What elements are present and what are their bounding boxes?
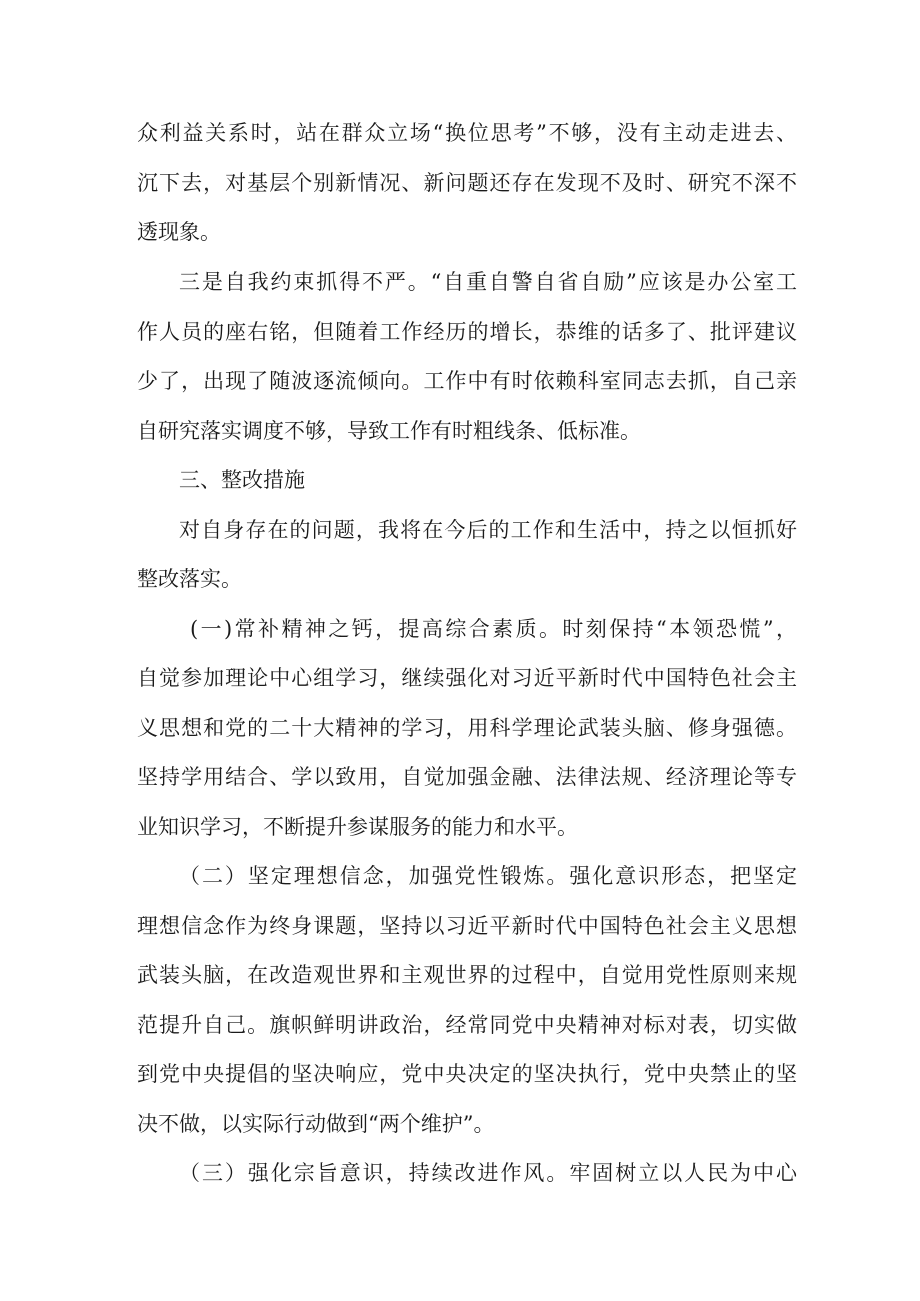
text-line: 义思想和党的二十大精神的学习，用科学理论武装头脑、修身强德。 (137, 716, 797, 740)
text-line: 众利益关系时，站在群众立场“换位思考”不够，没有主动走进去、 (137, 121, 797, 145)
text-line: 自研究落实调度不够，导致工作有时粗线条、低标准。 (137, 419, 641, 443)
text-line: 透现象。 (137, 220, 221, 244)
text-line: （二）坚定理想信念，加强党性锻炼。强化意识形态，把坚定 (179, 864, 797, 888)
text-line: 自觉参加理论中心组学习，继续强化对习近平新时代中国特色社会主 (137, 666, 797, 690)
section-heading: 三、整改措施 (179, 468, 305, 492)
text-line: 决不做，以实际行动做到“两个维护”。 (137, 1112, 495, 1136)
text-line: 范提升自己。旗帜鲜明讲政治，经常同党中央精神对标对表，切实做 (137, 1013, 797, 1037)
text-line: 业知识学习，不断提升参谋服务的能力和水平。 (137, 815, 578, 839)
text-line: 坚持学用结合、学以致用，自觉加强金融、法律法规、经济理论等专 (137, 765, 797, 789)
text-line: 少了，出现了随波逐流倾向。工作中有时依赖科室同志去抓，自己亲 (137, 369, 797, 393)
text-line: 理想信念作为终身课题，坚持以习近平新时代中国特色社会主义思想 (137, 914, 797, 938)
text-line: 作人员的座右铭，但随着工作经历的增长，恭维的话多了、批评建议 (137, 320, 797, 344)
text-line: (一)常补精神之钙，提高综合素质。时刻保持“本领恐慌”， (190, 617, 797, 641)
text-line: 整改落实。 (137, 567, 242, 591)
text-line: 三是自我约束抓得不严。“自重自警自省自励”应该是办公室工 (179, 270, 797, 294)
text-line: 对自身存在的问题，我将在今后的工作和生活中，持之以恒抓好 (179, 518, 797, 542)
text-line: 沉下去，对基层个别新情况、新问题还存在发现不及时、研究不深不 (137, 171, 797, 195)
text-line: （三）强化宗旨意识，持续改进作风。牢固树立以人民为中心 (179, 1161, 797, 1185)
text-line: 武装头脑，在改造观世界和主观世界的过程中，自觉用党性原则来规 (137, 963, 797, 987)
text-line: 到党中央提倡的坚决响应，党中央决定的坚决执行，党中央禁止的坚 (137, 1062, 797, 1086)
